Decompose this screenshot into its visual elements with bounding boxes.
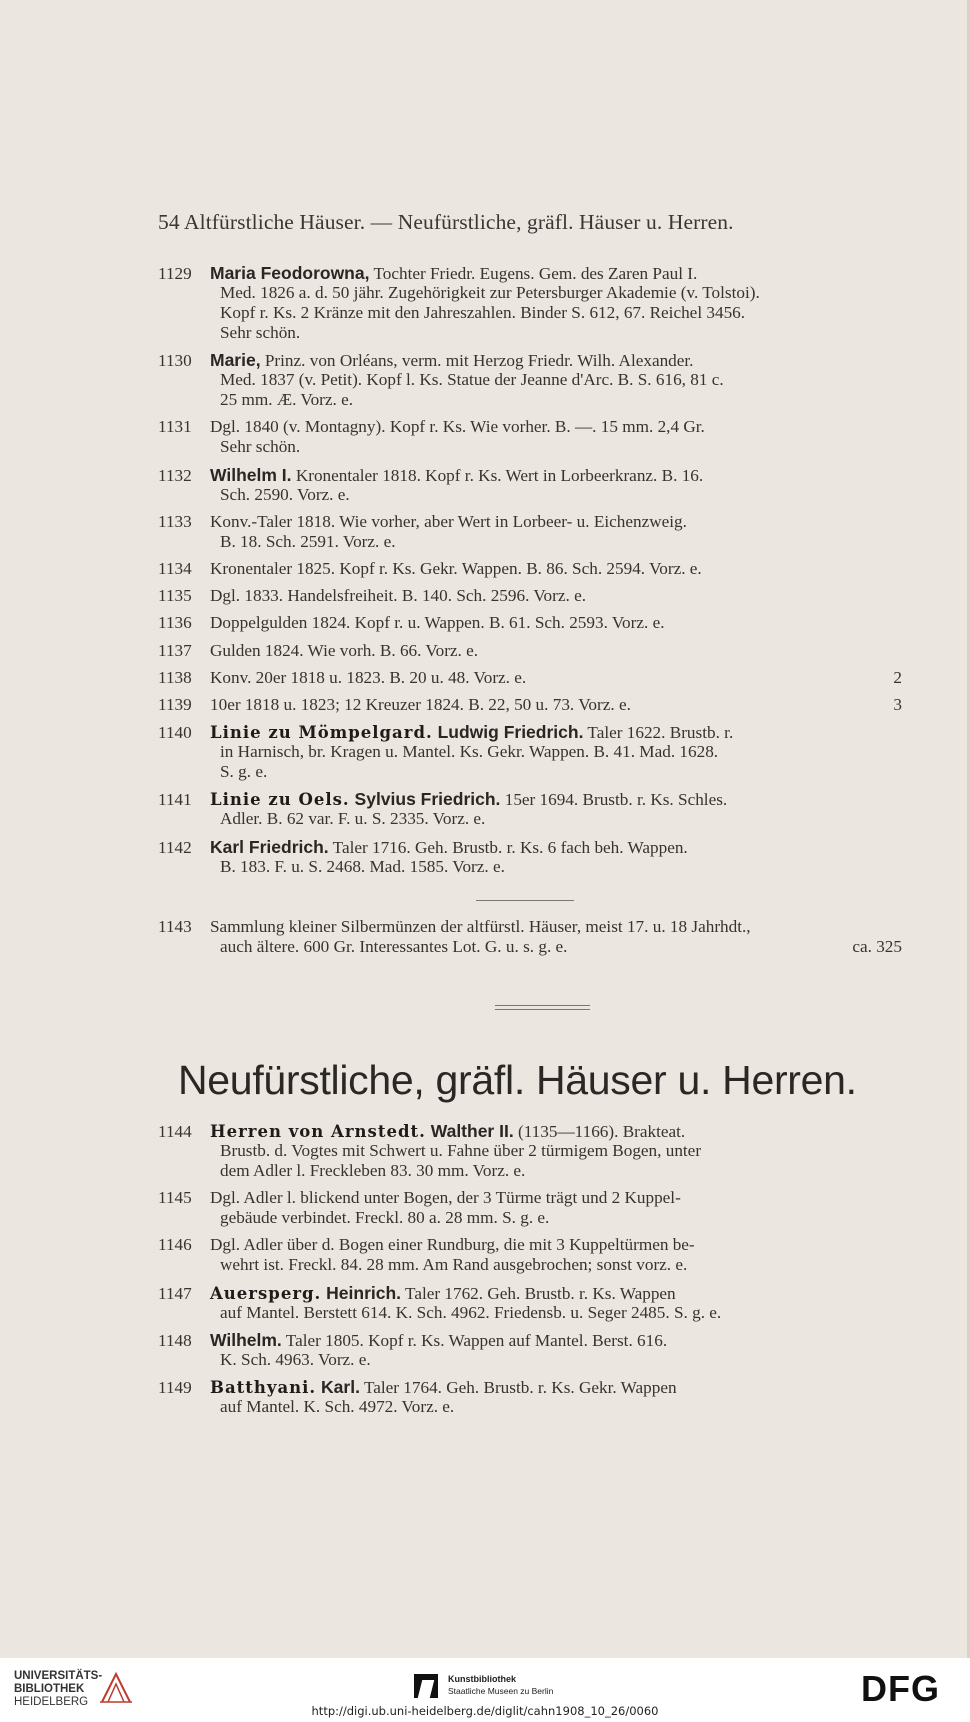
entry-1132 xyxy=(158,465,902,505)
entry-name: Karl Friedrich. xyxy=(210,836,329,857)
entry-number: 1149 xyxy=(158,1378,192,1397)
entry-number: 1146 xyxy=(158,1235,192,1255)
entry-text-line: Prinz. von Orléans, verm. mit Herzog Friedr. Wilh. Alexander. xyxy=(260,351,694,371)
entry-text-line: Tochter Friedr. Eugens. Gem. des Zaren Paul I. xyxy=(369,264,698,283)
entry-1140 xyxy=(158,722,902,782)
kb-line-2: Staatliche Museen zu Berlin xyxy=(448,1686,554,1696)
entry-person-name: Sylvius Friedrich. xyxy=(349,789,501,810)
uni-line-1: UNIVERSITÄTS- xyxy=(14,1670,103,1682)
entry-number: 1129 xyxy=(158,264,192,283)
entry-number: 1135 xyxy=(158,586,192,606)
entry-1149 xyxy=(158,1377,902,1417)
entry-1138 xyxy=(158,668,902,688)
separator-double-rule-top xyxy=(495,1005,590,1006)
entry-number: 1134 xyxy=(158,559,192,578)
entry-text-line: Taler 1716. Geh. Brustb. r. Ks. 6 fach beh. Wappen. xyxy=(328,837,688,857)
entry-name: Wilhelm. xyxy=(210,1329,282,1350)
entry-price: ca. 325 xyxy=(852,937,902,956)
entry-1148 xyxy=(158,1330,902,1370)
entry-number: 1136 xyxy=(158,613,192,633)
page-header: 54 Altfürstliche Häuser. — Neufürstliche, gräfl. Häuser u. Herren. xyxy=(158,210,734,234)
entry-person-name: Karl. xyxy=(316,1377,360,1397)
entry-text-line: auf Mantel. Berstett 614. K. Sch. 4962. Friedensb. u. Seger 2485. S. g. e. xyxy=(220,1302,722,1322)
entry-person-name: Ludwig Friedrich. xyxy=(432,722,584,743)
kunstbibliothek-logo-icon xyxy=(414,1674,438,1698)
entry-text-line: 10er 1818 u. 1823; 12 Kreuzer 1824. B. 22, 50 u. 73. Vorz. e. xyxy=(210,695,631,714)
separator-double-rule-bottom xyxy=(495,1009,590,1010)
entry-text-line: Sehr schön. xyxy=(220,323,301,342)
entry-1136 xyxy=(158,613,902,633)
entry-text-line: Dgl. Adler l. blickend unter Bogen, der 3 Türme trägt und 2 Kuppel- xyxy=(210,1188,681,1208)
entry-number: 1140 xyxy=(158,723,192,743)
entry-1144 xyxy=(158,1121,902,1181)
entry-text-line: B. 18. Sch. 2591. Vorz. e. xyxy=(220,531,396,551)
entry-name: Maria Feodorowna, xyxy=(210,263,370,283)
entry-text-line: Taler 1622. Brustb. r. xyxy=(583,723,734,743)
entry-1133 xyxy=(158,512,902,552)
entry-name: Herren von Arnstedt. xyxy=(210,1122,426,1141)
footer-bar xyxy=(0,1658,970,1722)
entry-text-line: Kronentaler 1825. Kopf r. Ks. Gekr. Wappen. B. 86. Sch. 2594. Vorz. e. xyxy=(210,559,702,578)
entry-1147 xyxy=(158,1283,902,1323)
entry-text-line: Sammlung kleiner Silbermünzen der altfürstl. Häuser, meist 17. u. 18 Jahrhdt., xyxy=(210,917,751,936)
entry-text-line: Taler 1805. Kopf r. Ks. Wappen auf Mantel. Berst. 616. xyxy=(281,1330,668,1350)
entry-text-line: Brustb. d. Vogtes mit Schwert u. Fahne über 2 türmigem Bogen, unter xyxy=(220,1141,702,1160)
entry-name: Marie, xyxy=(210,350,261,371)
entry-text-line: Konv. 20er 1818 u. 1823. B. 20 u. 48. Vorz. e. xyxy=(210,667,527,687)
entry-price: 2 xyxy=(893,667,902,687)
entry-text-line: Kopf r. Ks. 2 Kränze mit den Jahreszahlen. Binder S. 612, 67. Reichel 3456. xyxy=(220,303,746,322)
entry-number: 1147 xyxy=(158,1283,192,1303)
entry-text-line: Gulden 1824. Wie vorh. B. 66. Vorz. e. xyxy=(210,640,479,660)
entry-text-line: auf Mantel. K. Sch. 4972. Vorz. e. xyxy=(220,1397,455,1416)
entry-number: 1133 xyxy=(158,511,192,531)
section-title: Neufürstliche, gräfl. Häuser u. Herren. xyxy=(178,1057,857,1103)
entry-1141 xyxy=(158,789,902,829)
entry-1134 xyxy=(158,559,902,579)
entry-1146 xyxy=(158,1235,902,1275)
entry-text-line: Dgl. Adler über d. Bogen einer Rundburg, die mit 3 Kuppeltürmen be- xyxy=(210,1235,695,1255)
entry-text-line: Dgl. 1833. Handelsfreiheit. B. 140. Sch. 2596. Vorz. e. xyxy=(210,586,587,606)
entry-text-line: Sehr schön. xyxy=(220,437,301,457)
entry-name: Batthyani. xyxy=(210,1378,317,1397)
entry-text-line: Sch. 2590. Vorz. e. xyxy=(220,484,350,504)
entry-text-line: gebäude verbindet. Freckl. 80 a. 28 mm. S. g. e. xyxy=(220,1208,550,1228)
kunstbibliothek-label xyxy=(448,1673,553,1697)
entry-text-line: wehrt ist. Freckl. 84. 28 mm. Am Rand ausgebrochen; sonst vorz. e. xyxy=(220,1255,688,1275)
entry-name: Auersperg. xyxy=(210,1283,322,1303)
entry-text-line: auch ältere. 600 Gr. Interessantes Lot. G. u. s. g. e. xyxy=(220,937,568,956)
entry-price: 3 xyxy=(893,695,902,714)
entry-1143 xyxy=(158,917,902,957)
entry-number: 1130 xyxy=(158,351,192,371)
entry-text-line: 15er 1694. Brustb. r. Ks. Schles. xyxy=(500,790,728,810)
entry-number: 1132 xyxy=(158,465,192,485)
entry-1129 xyxy=(158,263,902,343)
entry-1135 xyxy=(158,586,902,606)
entry-1142 xyxy=(158,837,902,877)
entry-text-line: 25 mm. Æ. Vorz. e. xyxy=(220,390,354,410)
entry-1130 xyxy=(158,350,902,410)
entry-text-line: Adler. B. 62 var. F. u. S. 2335. Vorz. e. xyxy=(220,809,486,829)
entry-text-line: Med. 1826 a. d. 50 jähr. Zugehörigkeit zur Petersburger Akademie (v. Tolstoi). xyxy=(220,283,760,302)
entry-number: 1131 xyxy=(158,417,192,437)
uni-line-3: HEIDELBERG xyxy=(14,1696,89,1708)
entry-1139 xyxy=(158,695,902,715)
entry-text-line: Taler 1764. Geh. Brustb. r. Ks. Gekr. Wappen xyxy=(359,1378,677,1397)
source-url[interactable]: http://digi.ub.uni-heidelberg.de/diglit/cahn1908_10_26/0060 xyxy=(311,1704,659,1718)
entry-number: 1142 xyxy=(158,837,192,857)
uni-heidelberg-logo-icon xyxy=(96,1668,136,1708)
entry-1131 xyxy=(158,417,902,457)
entry-text-line: in Harnisch, br. Kragen u. Mantel. Ks. Gekr. Wappen. B. 41. Mad. 1628. xyxy=(220,742,719,762)
entry-text-line: Konv.-Taler 1818. Wie vorher, aber Wert in Lorbeer- u. Eichenzweig. xyxy=(210,511,687,531)
entry-1145 xyxy=(158,1188,902,1228)
entry-number: 1145 xyxy=(158,1188,192,1208)
entry-text-line: Dgl. 1840 (v. Montagny). Kopf r. Ks. Wie vorher. B. —. 15 mm. 2,4 Gr. xyxy=(210,417,705,437)
entry-name: Wilhelm I. xyxy=(210,464,292,485)
entry-number: 1144 xyxy=(158,1122,192,1141)
entry-name: Linie zu Oels. xyxy=(210,790,350,810)
entry-name: Linie zu Mömpelgard. xyxy=(210,723,433,743)
entry-person-name: Heinrich. xyxy=(321,1282,402,1303)
entry-number: 1138 xyxy=(158,667,192,687)
entry-number: 1148 xyxy=(158,1330,192,1350)
entry-text-line: Med. 1837 (v. Petit). Kopf l. Ks. Statue der Jeanne d'Arc. B. S. 616, 81 c. xyxy=(220,370,724,390)
entry-text-line: S. g. e. xyxy=(220,762,268,782)
entry-text-line: Kronentaler 1818. Kopf r. Ks. Wert in Lorbeerkranz. B. 16. xyxy=(291,465,704,485)
entry-person-name: Walther II. xyxy=(425,1121,514,1141)
entry-number: 1139 xyxy=(158,695,192,714)
kb-line-1: Kunstbibliothek xyxy=(448,1674,516,1684)
entry-text-line: (1135—1166). Brakteat. xyxy=(513,1122,686,1141)
dfg-logo: DFG xyxy=(861,1668,940,1709)
entry-number: 1141 xyxy=(158,790,192,810)
entry-text-line: B. 183. F. u. S. 2468. Mad. 1585. Vorz. e. xyxy=(220,856,505,876)
entry-text-line: dem Adler l. Freckleben 83. 30 mm. Vorz. e. xyxy=(220,1161,526,1180)
entry-number: 1143 xyxy=(158,917,192,936)
entry-1137 xyxy=(158,641,902,661)
entry-number: 1137 xyxy=(158,640,192,660)
entry-text-line: K. Sch. 4963. Vorz. e. xyxy=(220,1349,371,1369)
separator-rule-1 xyxy=(476,900,574,901)
entry-text-line: Doppelgulden 1824. Kopf r. u. Wappen. B. 61. Sch. 2593. Vorz. e. xyxy=(210,613,665,633)
entry-text-line: Taler 1762. Geh. Brustb. r. Ks. Wappen xyxy=(401,1283,676,1303)
uni-line-2: BIBLIOTHEK xyxy=(14,1683,85,1695)
